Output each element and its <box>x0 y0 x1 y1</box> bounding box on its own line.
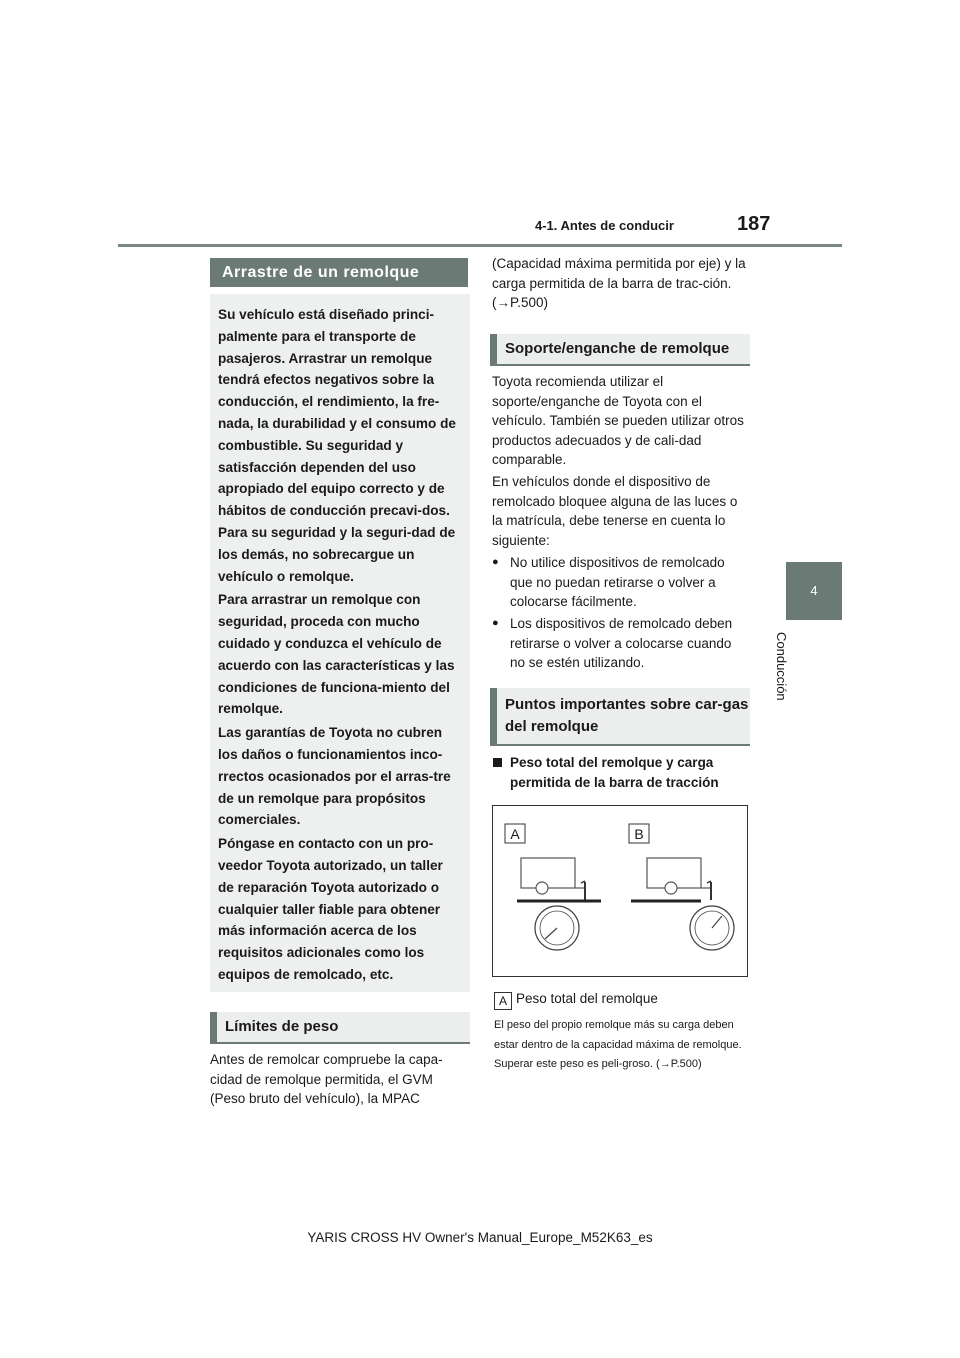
section-header: 4-1. Antes de conducir <box>535 218 674 233</box>
cargo-heading: Puntos importantes sobre car-gas del remolque <box>490 688 750 746</box>
legend-text: Peso total del remolque <box>516 991 658 1006</box>
trailer-a <box>517 858 601 901</box>
warning-paragraph: Su vehículo está diseñado princi-palmente para el transporte de pasajeros. Arrastrar un remolque tendrá efectos negativos sobre la conducción, el rendimiento, la fre-nada, la durabilidad y el consumo de combustible. Su seguridad y satisfacción dependen del uso apropiado del equipo correcto y de hábitos de conducción precavi-dos. Para su seguridad y la seguri-dad de los demás, no sobrecargue un vehículo o remolque. <box>218 307 456 584</box>
weight-limits-heading: Límites de peso <box>210 1012 470 1044</box>
scale-b <box>690 906 734 950</box>
chapter-title <box>774 632 805 704</box>
bullet-item: ● No utilice dispositivos de remolcado que no puedan retirarse o volver a colocarse fácilmente. <box>492 553 750 612</box>
trailer-diagram <box>493 806 747 976</box>
towing-warning-box <box>210 294 470 992</box>
weight-limits-text: Antes de remolcar compruebe la capa-cidad de remolque permitida, el GVM (Peso bruto del vehículo), la MPAC <box>210 1052 443 1106</box>
trailer-b <box>631 858 711 901</box>
hitch-heading: Soporte/enganche de remolque <box>490 334 750 366</box>
page-number: 187 <box>737 213 771 235</box>
legend-note: El peso del propio remolque más su carga deben estar dentro de la capacidad máxima de remolque. Superar este peso es peli-groso. (→P.500) <box>494 1019 742 1070</box>
bullet-item: ● Los dispositivos de remolcado deben retirarse o volver a colocarse cuando no se estén utilizando. <box>492 614 750 673</box>
cargo-subheading: Peso total del remolque y carga permitida de la barra de tracción <box>492 753 750 792</box>
hitch-paragraph: Toyota recomienda utilizar el soporte/enganche de Toyota con el vehículo. También se pueden utilizar otros productos adecuados y de cali-dad comparable. <box>492 374 744 467</box>
figure-legend <box>494 990 658 1010</box>
warning-paragraph: Las garantías de Toyota no cubren los daños o funcionamientos inco-rrectos ocasionados por el arras-tre de un remolque para propósitos comerciales. <box>218 725 451 828</box>
warning-paragraph: Póngase en contacto con un pro-veedor Toyota autorizado, un taller de reparación Toyota autorizado o cualquier taller fiable para obtener más información acerca de los requisitos adicionales como los equipos de remolcado, etc. <box>218 836 443 982</box>
label-b: B <box>634 826 644 842</box>
trailer-weight-figure <box>492 805 748 977</box>
chapter-tab: 4 <box>786 562 842 620</box>
footer: YARIS CROSS HV Owner's Manual_Europe_M52K63_es <box>307 1230 653 1245</box>
label-a: A <box>510 826 520 842</box>
chapter-title-text: Conducción <box>774 632 789 701</box>
header-divider <box>118 244 842 247</box>
legend-key: A <box>494 992 512 1010</box>
weight-limits-continuation: (Capacidad máxima permitida por eje) y la carga permitida de la barra de trac-ción. (→P.500) <box>492 256 746 310</box>
warning-paragraph: Para arrastrar un remolque con seguridad, proceda con mucho cuidado y conduzca el vehículo de acuerdo con las características y las condiciones de funciona-miento del remolque. <box>218 592 455 717</box>
scale-a <box>535 906 579 950</box>
towing-heading: Arrastre de un remolque <box>210 258 468 287</box>
hitch-paragraph: En vehículos donde el dispositivo de remolcado bloquee alguna de las luces o la matrícula, debe tenerse en cuenta lo siguiente: <box>492 474 738 548</box>
